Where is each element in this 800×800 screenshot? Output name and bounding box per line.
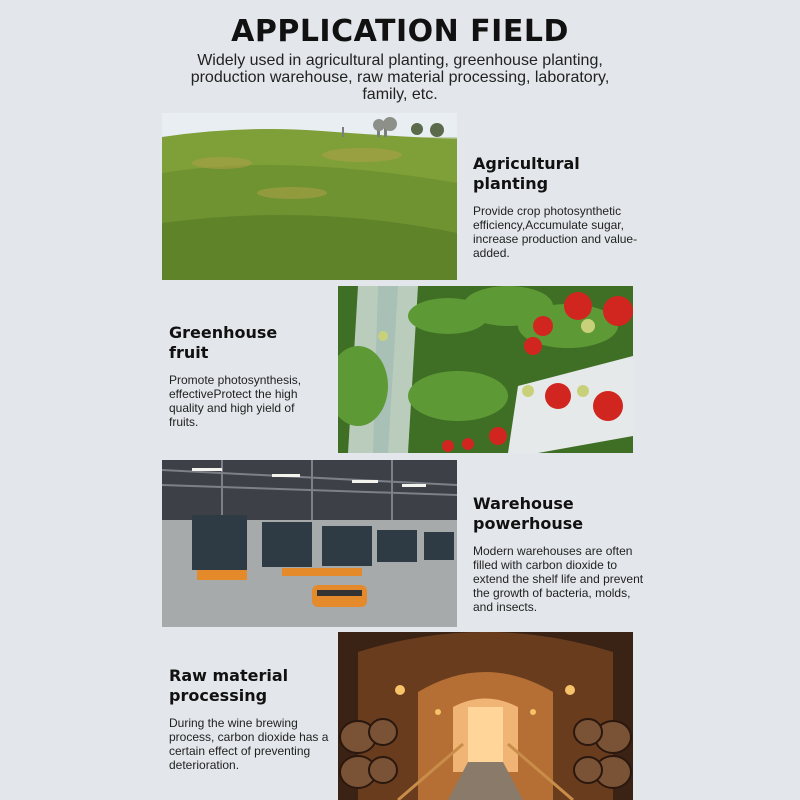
section-description: Provide crop photosynthetic efficiency,Accumulate sugar, increase production and value-added. xyxy=(473,204,638,260)
raw-material-processing-block xyxy=(169,666,339,772)
section-description: Promote photosynthesis, effectiveProtect the high quality and high yield of fruits. xyxy=(169,373,302,429)
greenhouse-fruit-block xyxy=(169,323,319,429)
section-title: Agricultural planting xyxy=(473,154,580,193)
agricultural-planting-block xyxy=(473,154,653,260)
warehouse-powerhouse-block xyxy=(473,494,653,614)
page-title: APPLICATION FIELD xyxy=(231,14,569,49)
section-description: During the wine brewing process, carbon dioxide has a certain effect of preventing deterioration. xyxy=(169,716,329,772)
grass-field-photo xyxy=(162,113,457,280)
section-title: Warehouse powerhouse xyxy=(473,494,584,533)
wine-cellar-photo xyxy=(338,632,633,800)
page-subtitle: Widely used in agricultural planting, greenhouse planting, production warehouse, raw material processing, laboratory, family, etc. xyxy=(190,52,610,103)
strawberry-greenhouse-photo xyxy=(338,286,633,453)
section-title: Greenhouse fruit xyxy=(169,323,278,362)
section-description: Modern warehouses are often filled with carbon dioxide to extend the shelf life and prevent the growth of bacteria, molds, and insects. xyxy=(473,544,644,614)
section-title: Raw material processing xyxy=(169,666,289,705)
warehouse-photo xyxy=(162,460,457,627)
